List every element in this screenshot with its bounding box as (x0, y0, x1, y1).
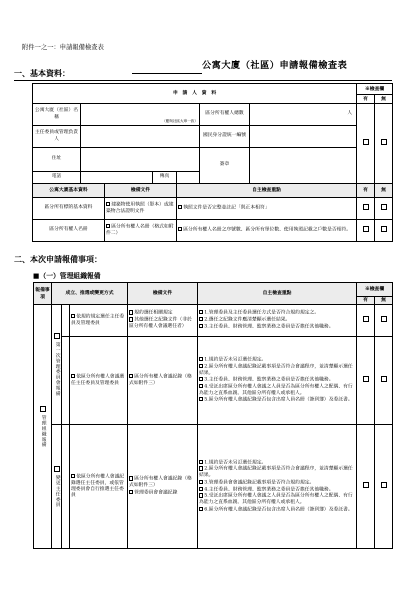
row-check-yes[interactable] (357, 198, 375, 220)
seal-note: （應與社區大章一致） (162, 118, 198, 123)
point-item (199, 480, 355, 487)
point-item (199, 357, 355, 364)
doc-text: 其他選任之紀錄文件（非於區分所有權人會議選任者） (129, 318, 192, 330)
group1-cell (52, 305, 62, 425)
check-header: ※檢查欄 (357, 84, 393, 95)
point-text: 5.區分所有權人會議紀錄是否包含出席人員名冊（簽到簿）及委託書。 (204, 397, 353, 403)
checkbox[interactable] (199, 384, 203, 388)
point-text: 4.主任委員、財務管理、監察業務之委員是否擔任其他職務。 (204, 487, 334, 493)
checkbox[interactable] (106, 202, 110, 206)
points-cell (198, 425, 357, 549)
row-check-yes[interactable] (357, 220, 375, 242)
point-item (199, 460, 355, 467)
building-name-label: 公寓大廈（社區）名稱 (33, 104, 81, 126)
method-text: 依規約規定選任主任委員及管理委員 (71, 314, 125, 326)
method-cell (70, 425, 128, 549)
checkbox[interactable] (363, 226, 369, 232)
document-title: 公寓大廈（社區）申請報備檢查表 (202, 60, 348, 71)
applicant-header: 申 請 人 資 料 (33, 84, 357, 104)
checkbox[interactable] (381, 316, 387, 322)
docs-cell (128, 305, 198, 337)
docs-header: 檢備文件 (128, 283, 198, 305)
check-yes[interactable] (357, 305, 375, 337)
title-blank-line (132, 66, 202, 74)
docs-cell (128, 425, 198, 549)
point-item (199, 364, 355, 377)
point-item (199, 317, 355, 324)
fax-label: 傳真 (153, 172, 177, 184)
address-field[interactable] (81, 148, 200, 172)
method-text: 依區分所有權人會議紀錄選任主任委員，或依管理委員會自行推選主任委員 (71, 474, 125, 499)
checkbox[interactable] (71, 474, 75, 478)
row-label: 區分所有標的基本資料 (33, 198, 105, 220)
fax-field[interactable] (177, 172, 200, 184)
method-checkbox-cell (62, 305, 70, 337)
category-cell (34, 305, 52, 549)
point-text: 1.管理委員及主任委員選任方式是否符合規約規定之。 (204, 310, 320, 316)
chair-field[interactable] (81, 126, 200, 148)
point-text: 1.規約是否未另訂選任規定。 (204, 357, 267, 363)
checkbox[interactable] (54, 333, 60, 339)
owner-count-field[interactable] (250, 104, 357, 126)
no-header: 無 (375, 184, 393, 198)
person-unit: 人 (347, 111, 353, 117)
no-header: 無 (375, 95, 393, 104)
basic-data-header: 公寓大廈基本資料 (33, 184, 105, 198)
checkbox[interactable] (381, 204, 387, 210)
group2-cell (52, 425, 62, 549)
check-yes[interactable] (357, 337, 375, 425)
basic-check-yes[interactable] (357, 104, 375, 184)
id-no-label: 國民身分證統一編號 (200, 126, 250, 148)
method-checkbox-cell (62, 337, 70, 425)
checkbox[interactable] (199, 317, 203, 321)
method-checkbox-cell (62, 425, 70, 549)
checkbox[interactable] (129, 490, 133, 494)
checkbox[interactable] (381, 226, 387, 232)
checkbox[interactable] (129, 317, 133, 321)
checkbox[interactable] (40, 406, 46, 412)
basic-info-table (32, 83, 393, 242)
yes-header: 有 (357, 297, 375, 305)
checkbox[interactable] (199, 493, 203, 497)
check-yes[interactable] (357, 425, 375, 549)
yes-header: 有 (357, 95, 375, 104)
row-check (177, 198, 357, 220)
check-no[interactable] (375, 337, 393, 425)
section-basic-info: 一、基本資料： (14, 68, 70, 78)
point-item (199, 397, 355, 404)
checkbox[interactable] (178, 227, 182, 231)
points-cell (198, 337, 357, 425)
yes-header: 有 (357, 184, 375, 198)
checkbox[interactable] (381, 482, 387, 488)
point-text: 1.規約是否未另訂選任規定。 (204, 460, 267, 466)
checkbox[interactable] (199, 377, 203, 381)
row-label: 區分所有權人名冊 (33, 220, 105, 242)
checkbox[interactable] (54, 466, 60, 472)
checkbox[interactable] (363, 376, 369, 382)
method-cell (70, 305, 128, 337)
doc-item (129, 310, 196, 317)
point-item (199, 487, 355, 494)
row-check-text: 執照文件是否完整並註記「與正本相符」 (183, 205, 270, 211)
doc-text: 區分所有權人會議紀錄（格式如附件三） (129, 374, 192, 386)
row-check-no[interactable] (375, 220, 393, 242)
checkbox[interactable] (363, 482, 369, 488)
check-no[interactable] (375, 425, 393, 549)
point-text: 4.受託出席區分所有權人會議之人員是否為區分所有權人之配偶、有行為能力之直系血親、其他區分所有權人或承租人。 (199, 384, 353, 396)
checkbox[interactable] (129, 310, 133, 314)
no-header: 無 (375, 297, 393, 305)
checkbox[interactable] (381, 139, 387, 145)
chair-label: 主任委員或管理負責人 (33, 126, 81, 148)
phone-field[interactable] (81, 172, 153, 184)
checkbox[interactable] (381, 376, 387, 382)
docs-header: 檢備文件 (105, 184, 177, 198)
id-no-field[interactable] (250, 126, 357, 148)
point-item (199, 384, 355, 397)
checkbox[interactable] (199, 357, 203, 361)
checkbox[interactable] (199, 364, 203, 368)
checkbox[interactable] (363, 139, 369, 145)
checkbox[interactable] (178, 205, 182, 209)
section-application-items: 二、本次申請報備事項： (14, 254, 102, 264)
group2-label: 變更主任委員 (54, 474, 60, 508)
row-docs (105, 220, 177, 242)
row-docs-text: 區分所有權人名冊（格式如附件二） (106, 224, 174, 236)
type-header: 報備事項 (34, 283, 52, 305)
checkbox[interactable] (199, 324, 203, 328)
doc-text: 管理委員會會議紀錄 (134, 490, 178, 496)
doc-item (129, 476, 196, 489)
docs-cell (128, 337, 198, 425)
point-text: 3.主任委員、財務管理、監察業務之委員是否擔任其他職務。 (204, 377, 334, 383)
basic-check-no[interactable] (375, 104, 393, 184)
row-check (177, 220, 357, 242)
checkbox[interactable] (129, 374, 133, 378)
point-text: 5.受託出席區分所有權人會議之人員是否為區分所有權人之配偶、有行為能力之直系血親、其他區分所有權人或承租人。 (199, 494, 353, 506)
point-text: 6.區分所有權人會議紀錄是否包含出席人員名冊（簽到簿）及委託書。 (204, 507, 353, 513)
doc-item (129, 317, 196, 330)
org-report-table (33, 282, 393, 549)
point-text: 2.區分所有權人會議紀錄記載事項是否符合會議程序，並清楚顯示選任結果。 (199, 364, 353, 376)
checkbox[interactable] (71, 374, 75, 378)
method-header: 成立、推選或變更方式 (52, 283, 128, 305)
building-name-field[interactable] (81, 104, 200, 126)
checkbox[interactable] (199, 480, 203, 484)
address-label: 住址 (33, 148, 81, 172)
point-text: 2.區分所有權人會議紀錄記載事項是否符合會議程序，並清楚顯示選任結果。 (199, 467, 353, 479)
point-item (199, 377, 355, 384)
checkbox[interactable] (71, 314, 75, 318)
checkbox[interactable] (199, 397, 203, 401)
doc-item (129, 374, 196, 387)
point-item (199, 466, 355, 479)
points-header: 自主檢查重點 (177, 184, 357, 198)
checkbox[interactable] (199, 487, 203, 491)
row-docs (105, 198, 177, 220)
doc-text: 規約選任相關規定 (134, 311, 173, 317)
checkbox[interactable] (106, 224, 110, 228)
row-check-no[interactable] (375, 198, 393, 220)
checkbox[interactable] (363, 204, 369, 210)
section-divider (14, 80, 392, 81)
subsection-org-report: ■（一）管理組織報備 (33, 272, 101, 280)
row-docs-text: 建築物使用執照（影本）或建築物合法證明文件 (106, 202, 174, 214)
points-cell (198, 305, 357, 337)
point-item (199, 507, 355, 514)
attachment-label: 附件一之一：申請報備檢查表 (22, 44, 104, 51)
checkbox[interactable] (199, 460, 203, 464)
point-item (199, 324, 355, 331)
checkbox[interactable] (199, 507, 203, 511)
points-header: 自主檢查重點 (198, 283, 357, 305)
checkbox[interactable] (129, 476, 133, 480)
point-text: 2.選任之紀錄文件應清楚顯示選任結果。 (204, 317, 291, 323)
checkbox[interactable] (363, 316, 369, 322)
check-header: ※檢查欄 (357, 283, 393, 297)
row-check-text: 區分所有權人名冊之序號數、區分所有單位數、使用執照記載之戶數是否相符。 (183, 227, 352, 233)
method-text: 依區分所有權人會議選任主任委員及管理委員 (71, 374, 125, 386)
point-item (199, 310, 355, 317)
signature-field[interactable] (250, 148, 357, 184)
phone-label: 電話 (33, 172, 81, 184)
check-no[interactable] (375, 305, 393, 337)
checkbox[interactable] (199, 466, 203, 470)
point-item (199, 493, 355, 506)
category-label: 管理組織報備 (40, 414, 46, 448)
group1-label: 第一次管理委員會報備 (54, 342, 60, 397)
signature-label: 簽章 (200, 148, 250, 184)
doc-item (129, 490, 196, 497)
doc-text: 區分所有權人會議紀錄（格式如附件三） (129, 477, 192, 489)
checkbox[interactable] (199, 310, 203, 314)
owner-count-label: 區分所有權人總數 (200, 104, 250, 126)
point-text: 3.管理委員會會議紀錄記載事項是否符合規約規定。 (204, 480, 315, 486)
method-cell (70, 337, 128, 425)
point-text: 3.主任委員、財務管理、監察業務之委員是否擔任其他職務。 (204, 324, 334, 330)
